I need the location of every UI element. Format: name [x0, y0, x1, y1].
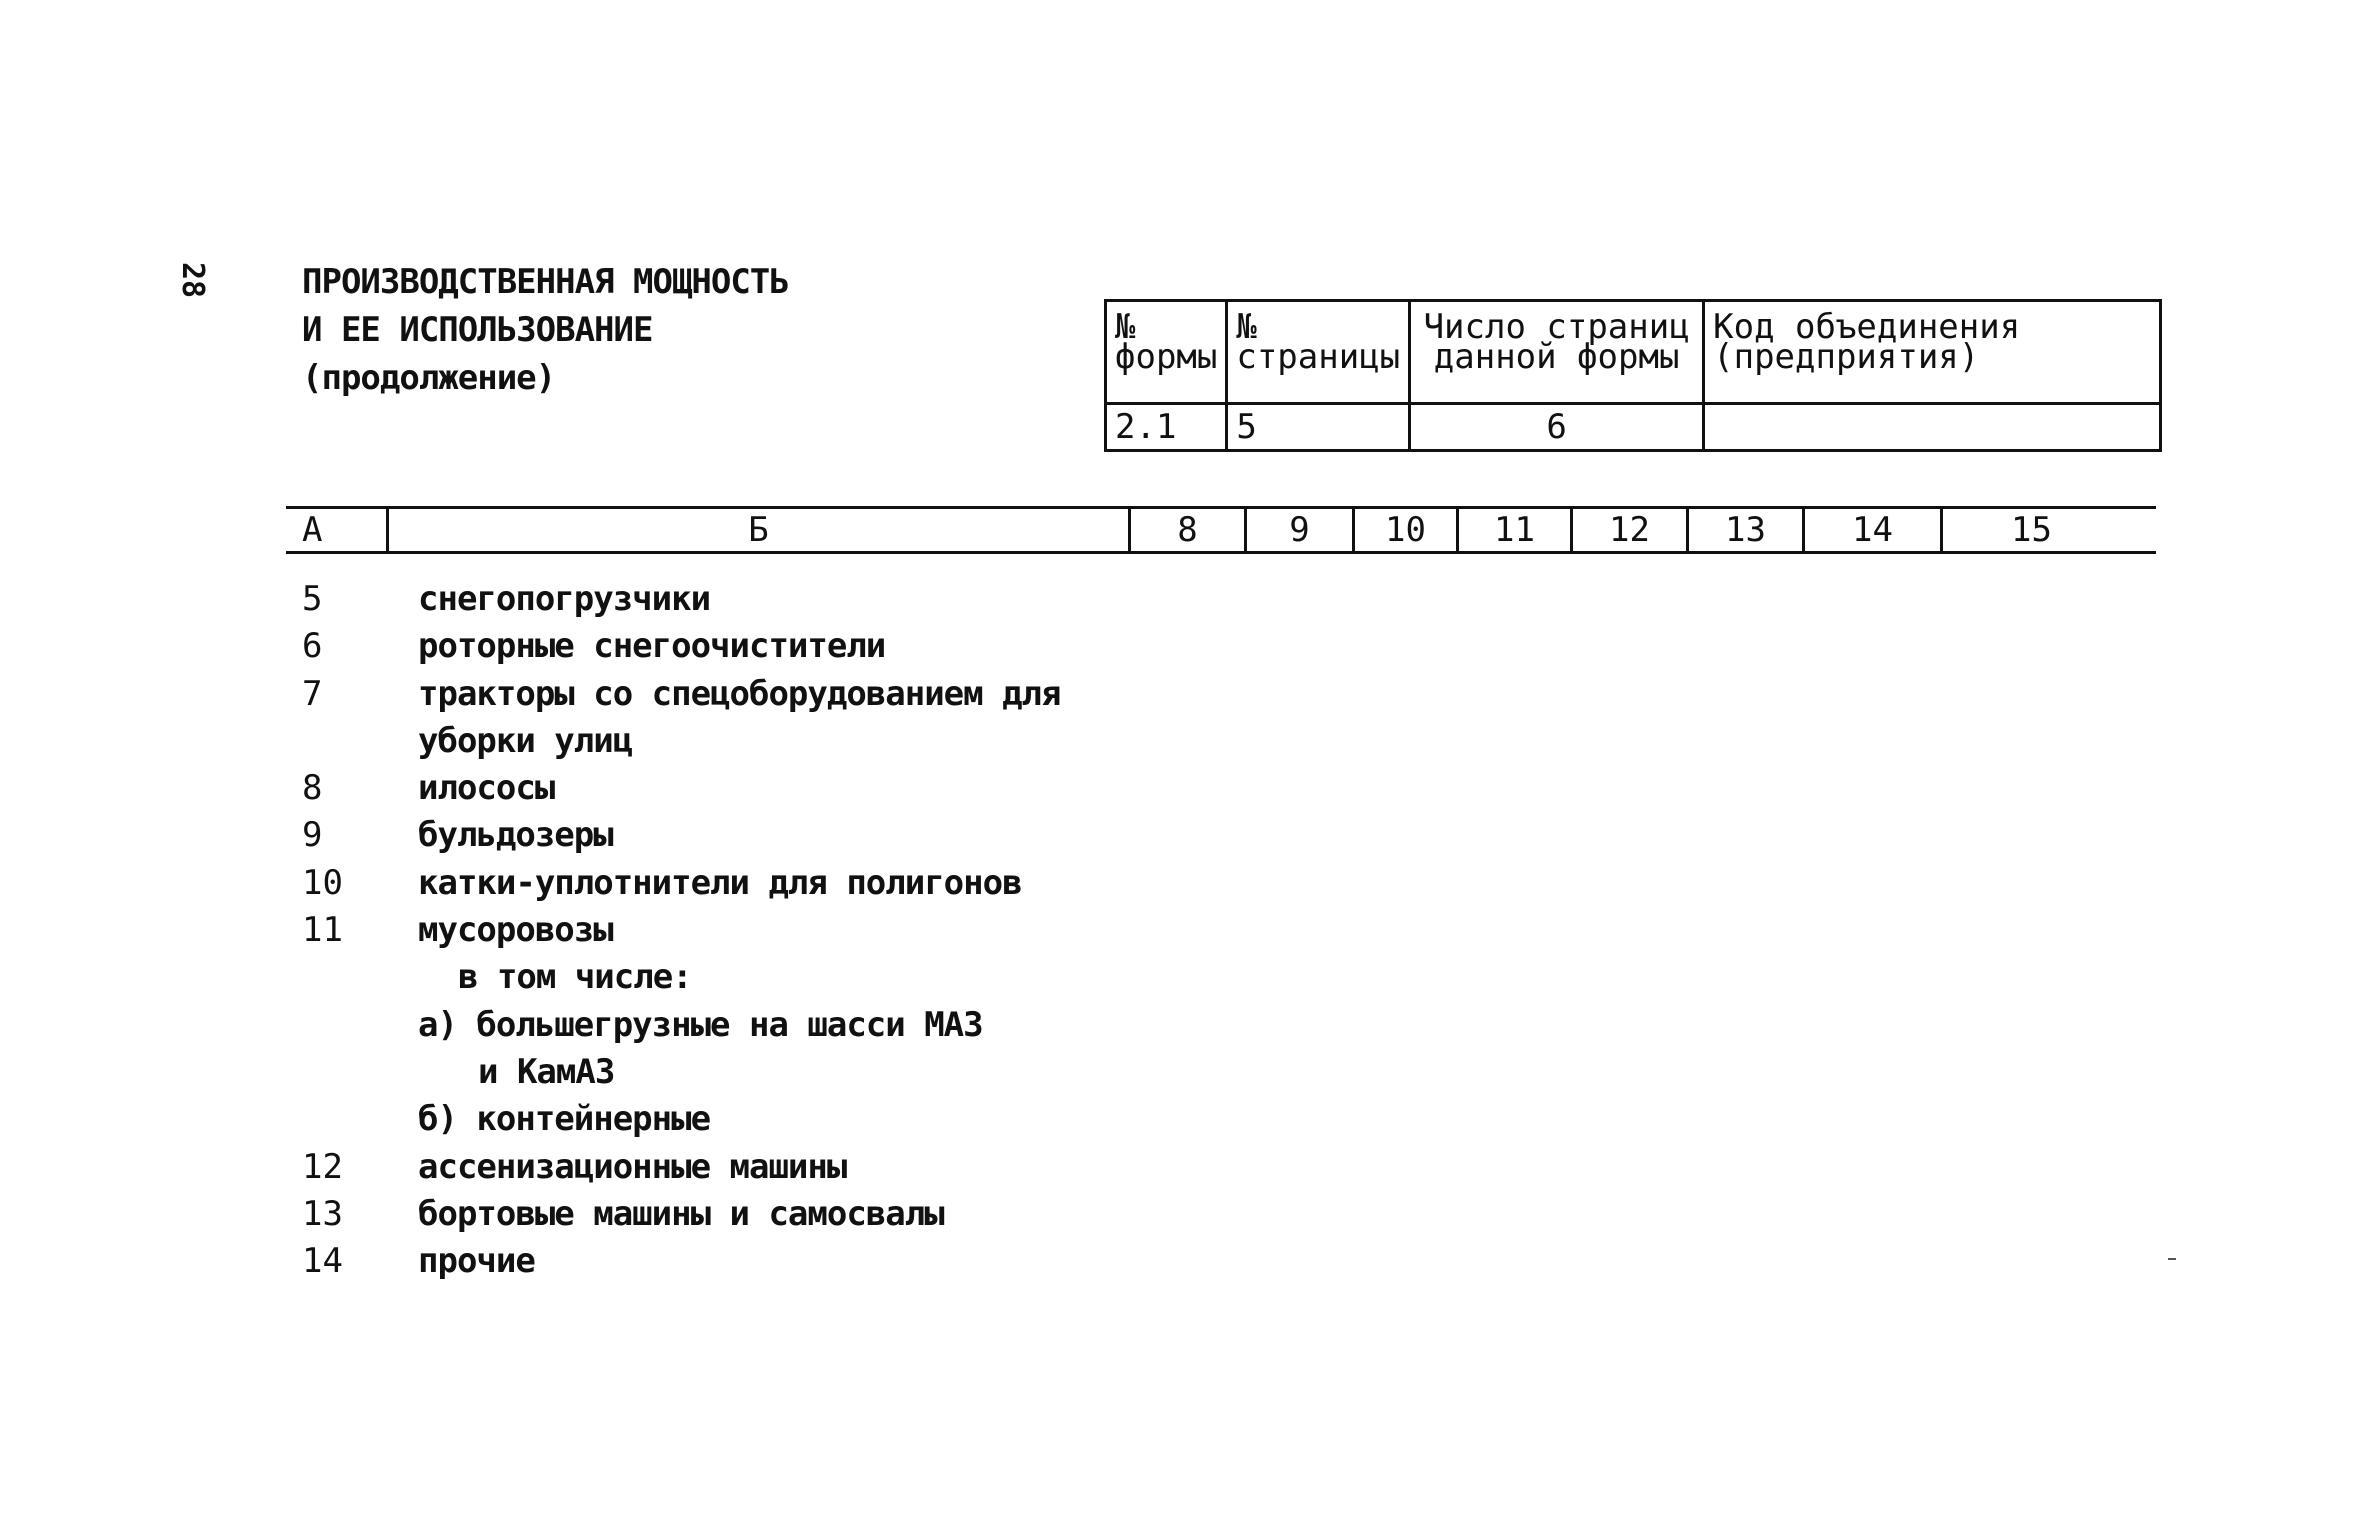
row-number: 7 — [302, 673, 323, 714]
form-info-table — [1104, 299, 2162, 452]
org-code-header-line-2: (предприятия) — [1713, 337, 1980, 377]
form-info-values-row — [1106, 404, 2161, 451]
pages-count-header-line-1: Число страниц — [1423, 307, 1690, 347]
page-number-header-line-1: № — [1236, 307, 1257, 347]
document-title — [302, 258, 789, 402]
title-line-2: И ЕЕ ИСПОЛЬЗОВАНИЕ — [302, 310, 653, 350]
row-number: 6 — [302, 626, 323, 667]
row-text: в том числе: — [458, 957, 692, 998]
page-number: 28 — [175, 262, 210, 299]
form-number-value: 2.1 — [1106, 404, 1227, 451]
form-number-header — [1106, 301, 1227, 404]
row-text: илососы — [418, 768, 555, 809]
org-code-header-line-1: Код объединения — [1713, 307, 2021, 347]
row-text: прочие — [418, 1241, 535, 1282]
column-header-11: 11 — [1456, 509, 1570, 551]
column-header-row — [286, 506, 2156, 554]
row-text: снегопогрузчики — [418, 579, 711, 619]
row-text: тракторы со спецоборудованием для — [418, 673, 1061, 714]
form-number-header-line-1: № — [1115, 307, 1136, 347]
row-number: 10 — [302, 862, 343, 903]
row-text: бортовые машины и самосвалы — [418, 1193, 944, 1234]
column-header-15: 15 — [1940, 509, 2120, 551]
page-number-value: 5 — [1227, 404, 1410, 451]
page-number-header-line-2: страницы — [1236, 337, 1401, 377]
column-header-13: 13 — [1686, 509, 1802, 551]
row-text: ассенизационные машины — [418, 1146, 847, 1187]
row-text: б) контейнерные — [418, 1099, 711, 1140]
row-text: роторные снегоочистители — [418, 626, 886, 667]
column-header-b: Б — [386, 509, 1128, 551]
column-header-12: 12 — [1570, 509, 1686, 551]
row-number: 14 — [302, 1241, 343, 1282]
column-header-14: 14 — [1802, 509, 1940, 551]
row-number: 5 — [302, 579, 323, 619]
row-text: мусоровозы — [418, 910, 613, 951]
org-code-header — [1704, 301, 2161, 404]
column-header-8: 8 — [1128, 509, 1244, 551]
form-number-header-line-2: формы — [1115, 337, 1218, 377]
row-number: 8 — [302, 768, 323, 809]
column-header-9: 9 — [1244, 509, 1352, 551]
title-line-3: (продолжение) — [302, 358, 556, 398]
pages-count-header-line-2: данной формы — [1433, 337, 1680, 377]
title-line-1: ПРОИЗВОДСТВЕННАЯ МОЩНОСТЬ — [302, 262, 789, 302]
row-text: и КамАЗ — [478, 1051, 615, 1092]
row-text: уборки улиц — [418, 720, 633, 761]
pages-count-header — [1410, 301, 1704, 404]
row-text: бульдозеры — [418, 815, 613, 856]
column-header-a: А — [302, 510, 323, 550]
row-number: 9 — [302, 815, 323, 856]
row-number: 11 — [302, 910, 343, 951]
scan-mark — [2168, 1258, 2176, 1260]
row-text: а) большегрузные на шасси МАЗ — [418, 1004, 983, 1045]
pages-count-value: 6 — [1410, 404, 1704, 451]
row-number: 12 — [302, 1146, 343, 1187]
page-number-header — [1227, 301, 1410, 404]
column-header-10: 10 — [1352, 509, 1456, 551]
row-number: 13 — [302, 1193, 343, 1234]
row-text: катки-уплотнители для полигонов — [418, 862, 1022, 903]
org-code-value — [1704, 404, 2161, 451]
form-info-header-row — [1106, 301, 2161, 404]
